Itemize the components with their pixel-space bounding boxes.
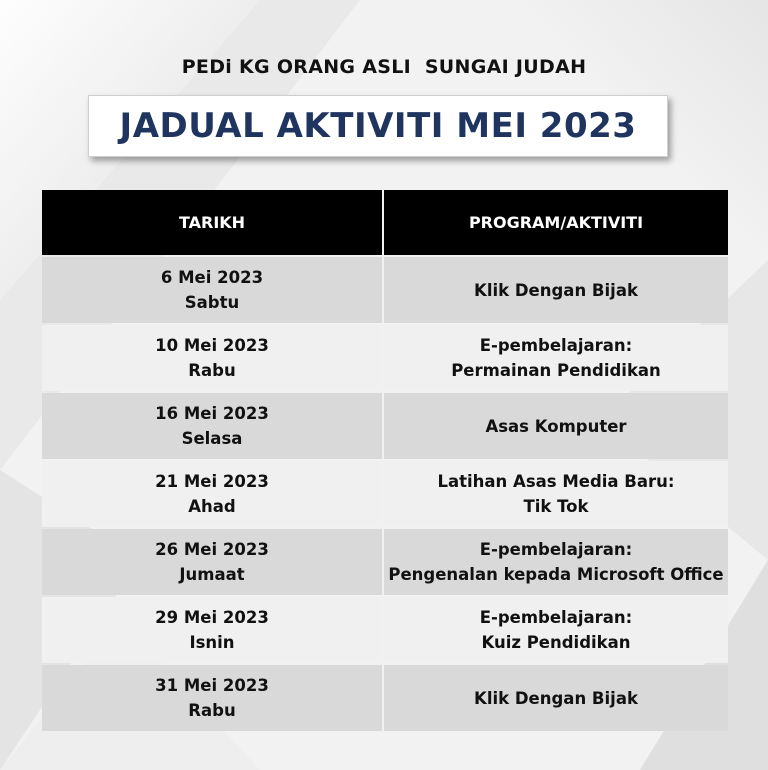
date-cell	[42, 665, 384, 731]
table-row	[42, 393, 728, 459]
program-cell	[384, 393, 728, 459]
day-text: Rabu	[188, 701, 236, 720]
program-text: Permainan Pendidikan	[451, 361, 661, 380]
date-text: 10 Mei 2023	[155, 336, 269, 355]
date-cell	[42, 257, 384, 323]
date-cell	[42, 597, 384, 663]
date-text: 31 Mei 2023	[155, 676, 269, 695]
program-text: Kuiz Pendidikan	[481, 633, 631, 652]
table-header-row	[42, 190, 728, 255]
day-text: Jumaat	[179, 565, 245, 584]
date-text: 21 Mei 2023	[155, 472, 269, 491]
organization-name: PEDi KG ORANG ASLI SUNGAI JUDAH	[181, 56, 587, 78]
activity-schedule-table	[42, 188, 728, 733]
date-cell	[42, 529, 384, 595]
date-cell	[42, 461, 384, 527]
program-text: Tik Tok	[523, 497, 589, 516]
date-text: 26 Mei 2023	[155, 540, 269, 559]
page-title: JADUAL AKTIVITI MEI 2023	[119, 106, 637, 146]
column-header-program: PROGRAM/AKTIVITI	[384, 190, 728, 255]
date-cell	[42, 393, 384, 459]
program-text: Asas Komputer	[485, 416, 627, 436]
date-cell	[42, 325, 384, 391]
date-text: 6 Mei 2023	[160, 268, 264, 287]
program-cell	[384, 597, 728, 663]
program-text: Pengenalan kepada Microsoft Office	[388, 565, 724, 584]
table-row	[42, 665, 728, 731]
program-text: E-pembelajaran:	[479, 608, 633, 627]
day-text: Rabu	[188, 361, 236, 380]
table-row	[42, 257, 728, 323]
day-text: Sabtu	[184, 293, 240, 312]
column-header-date: TARIKH	[42, 190, 384, 255]
table-row	[42, 461, 728, 527]
title-banner	[88, 95, 668, 157]
day-text: Isnin	[189, 633, 235, 652]
table-row	[42, 529, 728, 595]
program-text: Klik Dengan Bijak	[474, 280, 638, 300]
program-text: Klik Dengan Bijak	[474, 688, 638, 708]
day-text: Selasa	[181, 429, 243, 448]
program-cell	[384, 529, 728, 595]
date-text: 29 Mei 2023	[155, 608, 269, 627]
program-cell	[384, 325, 728, 391]
date-text: 16 Mei 2023	[155, 404, 269, 423]
program-text: E-pembelajaran:	[479, 336, 633, 355]
program-cell	[384, 461, 728, 527]
program-text: Latihan Asas Media Baru:	[437, 472, 675, 491]
program-cell	[384, 665, 728, 731]
program-cell	[384, 257, 728, 323]
table-row	[42, 597, 728, 663]
program-text: E-pembelajaran:	[479, 540, 633, 559]
day-text: Ahad	[188, 497, 236, 516]
table-row	[42, 325, 728, 391]
